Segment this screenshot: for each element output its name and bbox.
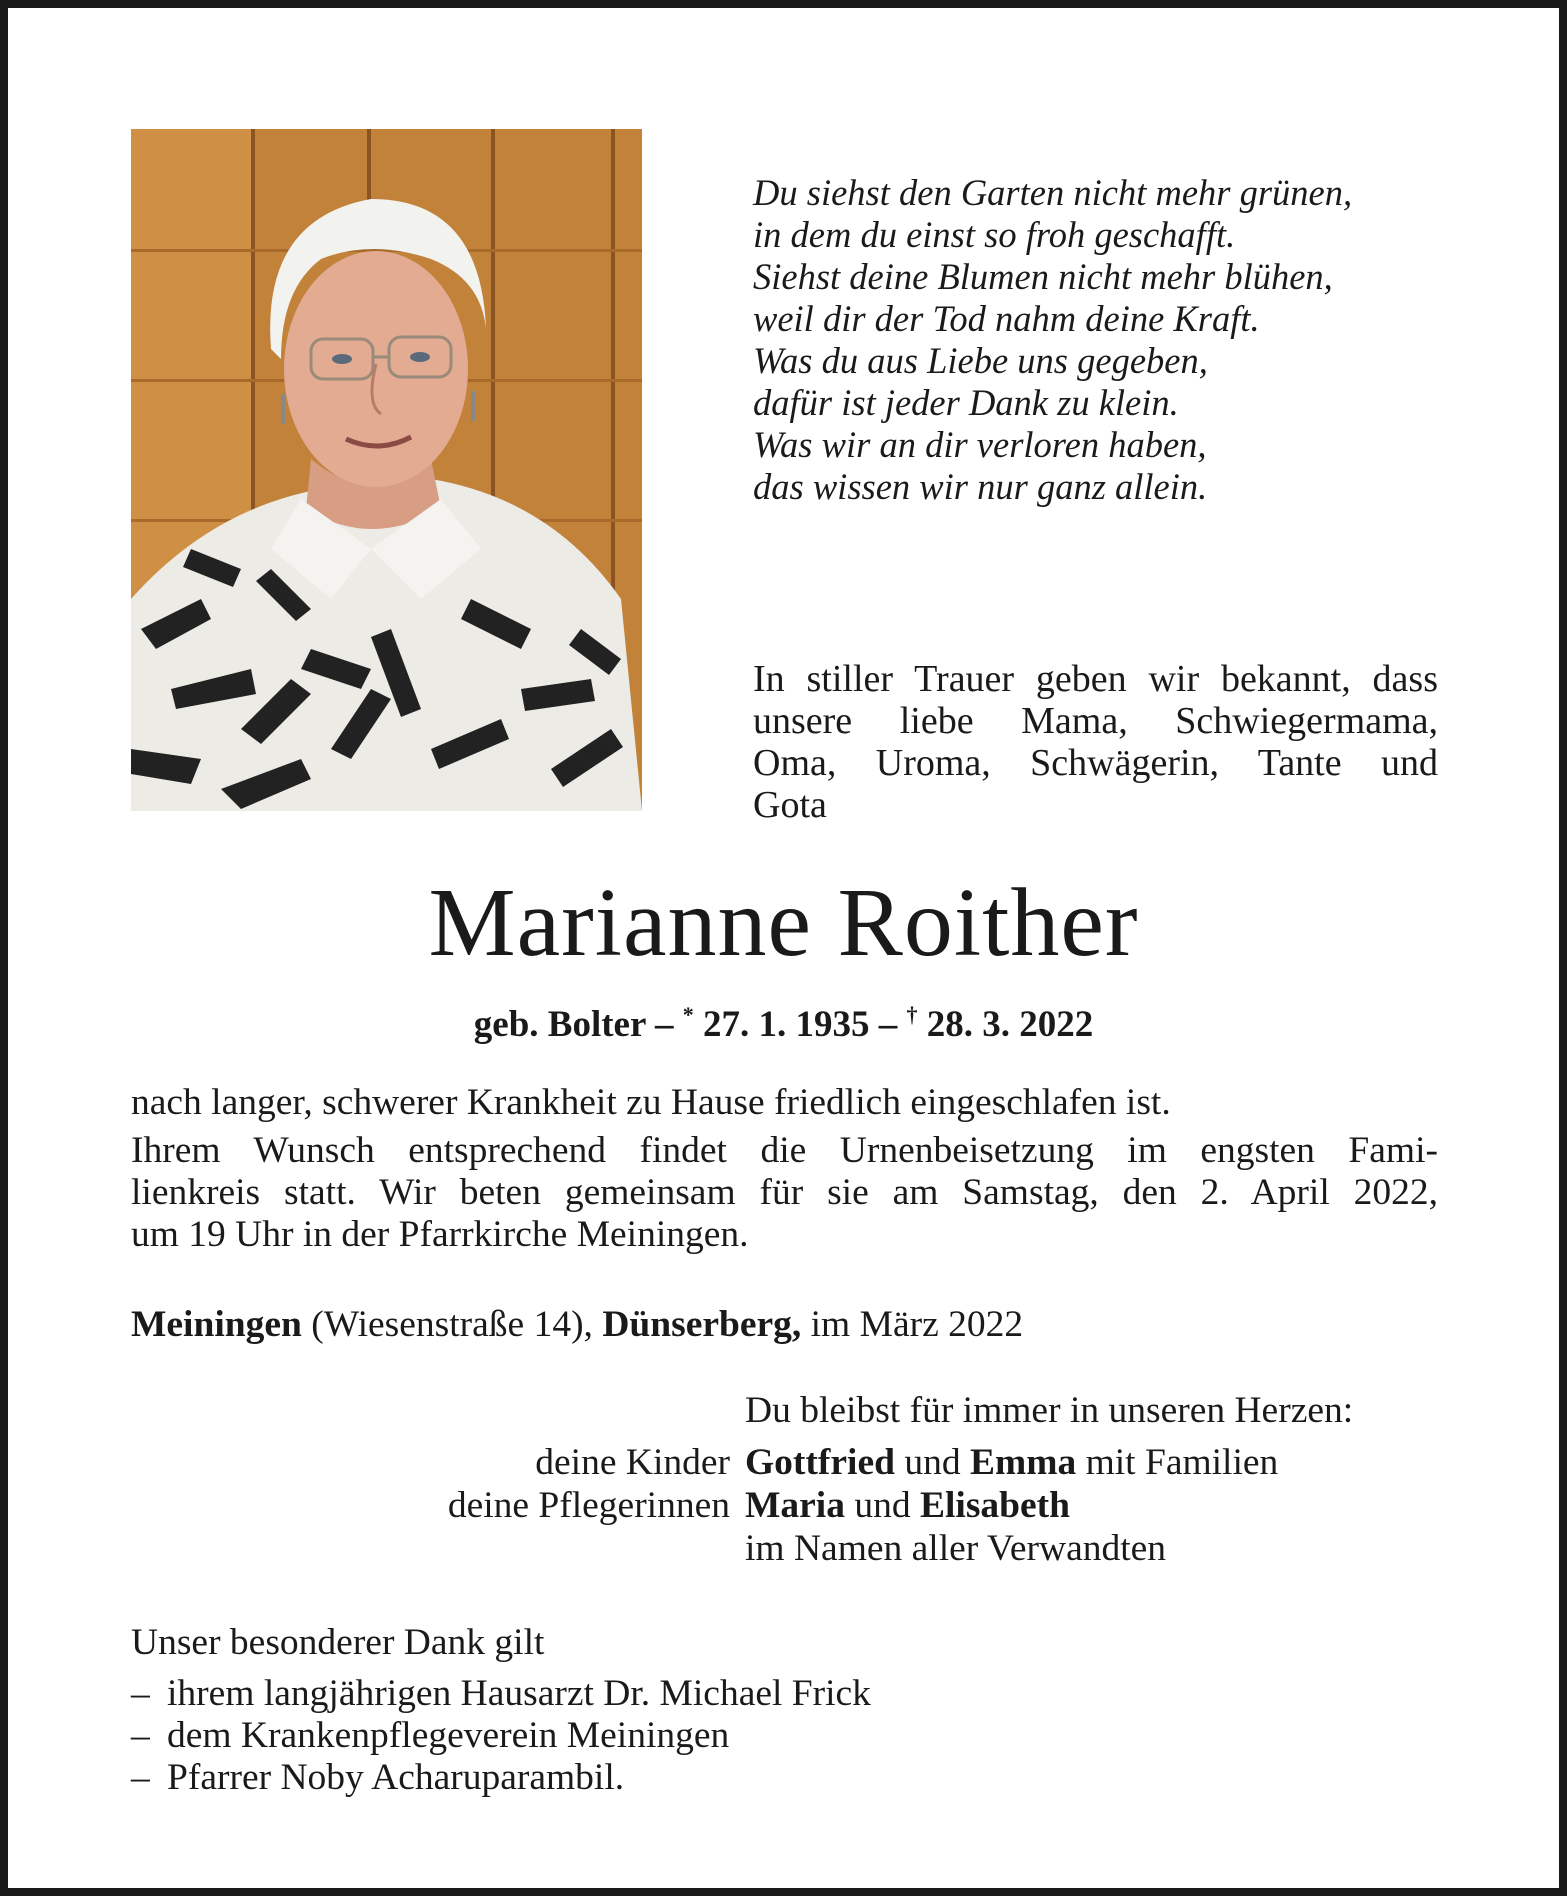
passing-statement <box>131 1082 1438 1124</box>
town-duenserberg: Dünserberg, <box>602 1304 802 1345</box>
carers-label: deine Pflegerinnen <box>447 1485 730 1526</box>
child-name: Emma <box>969 1442 1077 1483</box>
children-names <box>745 1442 1278 1484</box>
dash-bullet: – <box>131 1715 150 1756</box>
conjunction: und <box>844 1485 920 1526</box>
children-label: deine Kinder <box>535 1442 730 1483</box>
death-date: 28. 3. 2022 <box>917 1004 1094 1045</box>
birth-mark: * <box>682 1002 694 1027</box>
dash-bullet: – <box>131 1757 150 1798</box>
address: (Wiesenstraße 14), <box>301 1304 603 1345</box>
place-date-text: im März 2022 <box>801 1304 1024 1345</box>
poem-line: das wissen wir nur ganz allein. <box>753 466 1208 507</box>
poem-line: Was wir an dir verloren haben, <box>753 424 1207 465</box>
conjunction: und <box>894 1442 970 1483</box>
separator: – <box>645 1004 683 1045</box>
poem <box>753 172 1453 508</box>
birth-name: geb. Bolter <box>473 1004 646 1045</box>
town-meiningen: Meiningen <box>131 1304 302 1345</box>
death-mark: † <box>906 1002 918 1027</box>
portrait-image <box>131 129 642 811</box>
thanks-list <box>131 1673 1438 1799</box>
poem-line: weil dir der Tod nahm deine Kraft. <box>753 298 1260 339</box>
announcement-intro <box>753 658 1438 826</box>
intro-line: unsere liebe Mama, Schwiegermama, <box>753 700 1438 742</box>
deceased-name: Marianne Roither <box>428 869 1139 977</box>
children-suffix: mit Familien <box>1076 1442 1279 1483</box>
list-item <box>131 1673 1438 1715</box>
carer-name: Elisabeth <box>919 1485 1071 1526</box>
body-line: Ihrem Wunsch entsprechend findet die Urnenbeisetzung im engsten Fami- <box>131 1130 1438 1171</box>
obituary-page <box>8 8 1559 1888</box>
poem-line: Du siehst den Garten nicht mehr grünen, <box>753 172 1353 213</box>
list-item <box>131 1715 1438 1757</box>
body-line: nach langer, schwerer Krankheit zu Hause friedlich eingeschlafen ist. <box>131 1082 1171 1123</box>
child-name: Gottfried <box>745 1442 895 1483</box>
separator: – <box>869 1004 907 1045</box>
carer-name: Maria <box>745 1485 845 1526</box>
portrait-photo <box>131 129 642 811</box>
dash-bullet: – <box>131 1673 150 1714</box>
place-date <box>131 1304 1438 1346</box>
intro-line: In stiller Trauer geben wir bekannt, dass <box>753 658 1438 700</box>
relatives-line: im Namen aller Verwandten <box>745 1528 1167 1569</box>
poem-line: dafür ist jeder Dank zu klein. <box>753 382 1179 423</box>
birth-date: 27. 1. 1935 <box>693 1004 870 1045</box>
poem-line: Siehst deine Blumen nicht mehr blühen, <box>753 256 1333 297</box>
body-line: lienkreis statt. Wir beten gemeinsam für sie am Samstag, den 2. April 2022, <box>131 1172 1438 1213</box>
thanks-item: Pfarrer Noby Acharuparambil. <box>167 1757 625 1798</box>
life-dates <box>8 993 1559 1047</box>
poem-line: in dem du einst so froh geschafft. <box>753 214 1236 255</box>
intro-line: Oma, Uroma, Schwägerin, Tante und <box>753 742 1438 784</box>
list-item <box>131 1757 1438 1799</box>
family-heading: Du bleibst für immer in unseren Herzen: <box>745 1390 1354 1431</box>
thanks-item: ihrem langjährigen Hausarzt Dr. Michael Frick <box>167 1673 871 1714</box>
thanks-heading: Unser besonderer Dank gilt <box>131 1622 545 1663</box>
intro-line: Gota <box>753 784 827 826</box>
carers-names <box>745 1485 1070 1527</box>
poem-line: Was du aus Liebe uns gegeben, <box>753 340 1208 381</box>
body-line: um 19 Uhr in der Pfarrkirche Meiningen. <box>131 1214 749 1255</box>
thanks-item: dem Krankenpflegeverein Meiningen <box>167 1715 730 1756</box>
funeral-details <box>131 1130 1438 1256</box>
